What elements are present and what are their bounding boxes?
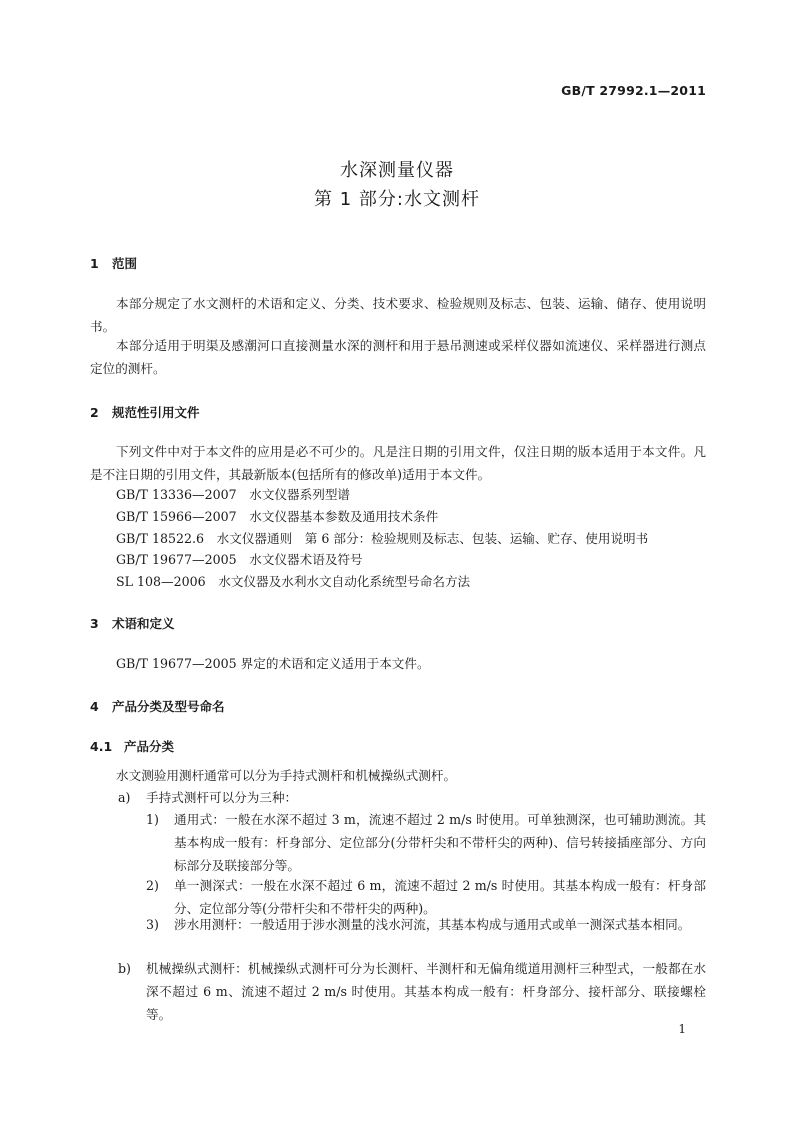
section-number: 3 (90, 616, 99, 631)
section-title: 规范性引用文件 (112, 405, 200, 420)
paragraph: 本部分规定了水文测杆的术语和定义、分类、技术要求、检验规则及标志、包装、运输、储存、使用说明书。 (90, 296, 706, 334)
section-3-heading (90, 614, 175, 632)
paragraph: 本部分适用于明渠及感潮河口直接测量水深的测杆和用于悬吊测速或采样仪器如流速仪、采样器进行测点定位的测杆。 (90, 338, 706, 376)
list-label-b: b) (118, 961, 131, 976)
sub-list-item: 通用式：一般在水深不超过 3 m，流速不超过 2 m/s 时使用。可单独测深，也可辅助测流。其基本构成一般有：杆身部分、定位部分(分带杆尖和不带杆尖的两种)、信号转接插座部分、方向标部分及联接部分等。 (174, 812, 706, 873)
sub-list-label: 3) (146, 917, 159, 932)
section-2-heading (90, 403, 200, 421)
document-subtitle: 第 1 部分:水文测杆 (314, 189, 480, 210)
reference-item: GB/T 19677—2005 水文仪器术语及符号 (116, 552, 363, 567)
subsection-4-1-heading (90, 737, 174, 755)
sub-list-item: 单一测深式：一般在水深不超过 6 m，流速不超过 2 m/s 时使用。其基本构成一般有：杆身部分、定位部分等(分带杆尖和不带杆尖的两种)。 (174, 878, 706, 916)
list-label-a: a) (118, 790, 131, 805)
sub-list-item: 涉水用测杆：一般适用于涉水测量的浅水河流，其基本构成与通用式或单一测深式基本相同。 (174, 917, 691, 932)
list-item-a: 手持式测杆可以分为三种： (146, 790, 298, 805)
section-title: 术语和定义 (112, 616, 175, 631)
reference-item: SL 108—2006 水文仪器及水利水文自动化系统型号命名方法 (116, 574, 471, 589)
reference-item: GB/T 15966—2007 水文仪器基本参数及通用技术条件 (116, 509, 439, 524)
section-title: 产品分类 (124, 739, 175, 754)
section-4-heading (90, 697, 225, 715)
list-item-b: 机械操纵式测杆：机械操纵式测杆可分为长测杆、半测杆和无偏角缆道用测杆三种型式，一般都在水深不超过 6 m、流速不超过 2 m/s 时使用。其基本构成一般有：杆身部分、接杆部分、联接螺栓等。 (146, 961, 706, 1022)
section-1-heading (90, 254, 137, 272)
section-number: 4.1 (90, 739, 113, 754)
standard-number: GB/T 27992.1—2011 (561, 83, 706, 98)
paragraph: 下列文件中对于本文件的应用是必不可少的。凡是注日期的引用文件，仅注日期的版本适用于本文件。凡是不注日期的引用文件，其最新版本(包括所有的修改单)适用于本文件。 (90, 444, 706, 482)
section-number: 4 (90, 699, 99, 714)
sub-list-label: 2) (146, 878, 159, 893)
paragraph: 水文测验用测杆通常可以分为手持式测杆和机械操纵式测杆。 (116, 768, 457, 783)
reference-item: GB/T 13336—2007 水文仪器系列型谱 (116, 487, 351, 502)
sub-list-label: 1) (146, 812, 159, 827)
document-title: 水深测量仪器 (340, 160, 454, 181)
section-number: 2 (90, 405, 99, 420)
section-number: 1 (90, 256, 99, 271)
section-title: 产品分类及型号命名 (112, 699, 225, 714)
paragraph: GB/T 19677—2005 界定的术语和定义适用于本文件。 (116, 656, 430, 671)
reference-item: GB/T 18522.6 水文仪器通则 第 6 部分：检验规则及标志、包装、运输、贮存、使用说明书 (116, 531, 649, 546)
page-number: 1 (678, 1022, 686, 1036)
section-title: 范围 (112, 256, 138, 271)
